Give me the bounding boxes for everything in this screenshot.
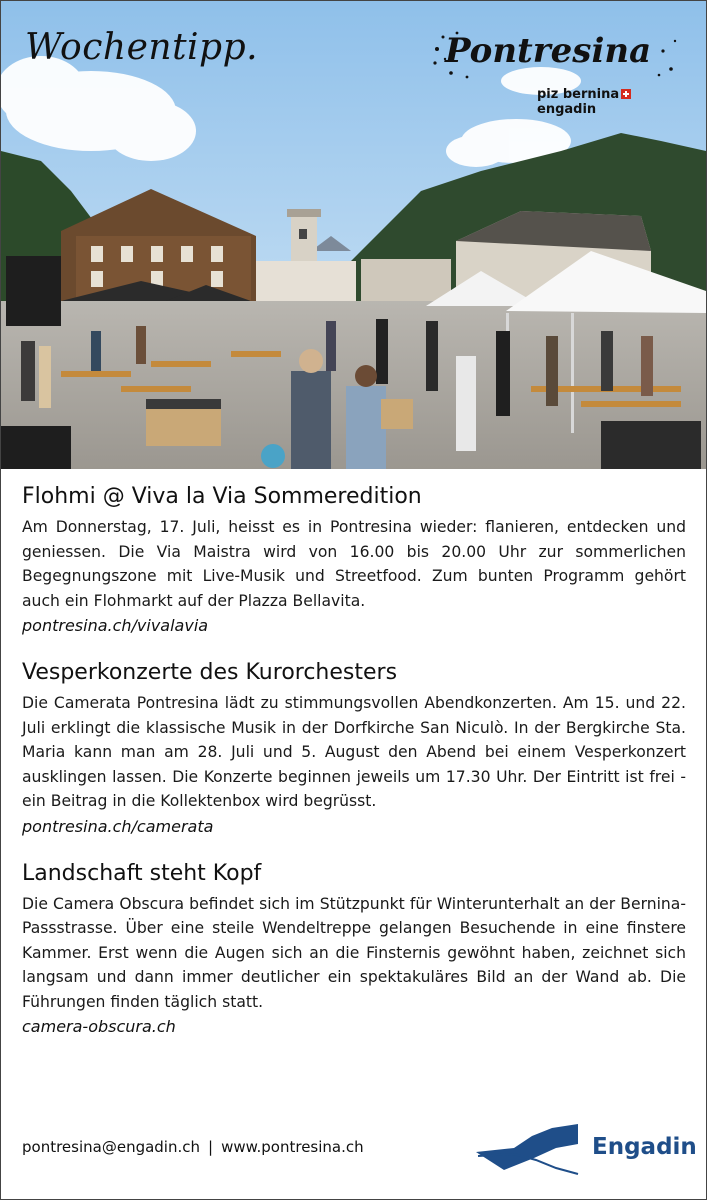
footer-separator: |: [208, 1138, 214, 1156]
article-list: [22, 482, 686, 1059]
mountain-logo-icon: [474, 1118, 589, 1180]
hero-photo: [1, 1, 706, 469]
article-link[interactable]: camera-obscura.ch: [22, 1017, 176, 1036]
footer-website[interactable]: www.pontresina.ch: [221, 1138, 364, 1156]
article-vesperkonzerte: [22, 658, 686, 839]
article-link[interactable]: pontresina.ch/camerata: [22, 816, 214, 836]
engadin-wordmark: Engadin: [592, 1134, 697, 1160]
article-body: Die Camera Obscura befindet sich im Stützpunkt für Winterunterhalt an der Bernina-Passstrasse. Über eine steile Wendeltreppe gelangen Besuchende in eine finstere Kammer. Erst wenn die Augen sich an die Finsternis gewöhnt haben, zeichnet sich langsam und dann immer deutlicher ein spektakuläres Bild an der Wand ab. Die Führungen finden täglich statt.: [22, 894, 686, 1011]
article-body: Die Camerata Pontresina lädt zu stimmungsvollen Abendkonzerten. Am 15. und 22. Juli erklingt die klassische Musik in der Dorfkirche San Niculò. In der Bergkirche Sta. Maria kann man am 28. Juli und 5. August den Abend bei einem Vesperkonzert ausklingen lassen. Die Konzerte beginnen jeweils um 17.30 Uhr. Der Eintritt ist frei - ein Beitrag in die Kollektenbox wird begrüsst.: [22, 694, 686, 810]
article-link[interactable]: pontresina.ch/vivalavia: [22, 616, 209, 635]
article-body: Am Donnerstag, 17. Juli, heisst es in Pontresina wieder: flanieren, entdecken und geniessen. Die Via Maistra wird von 16.00 bis 20.00 Uhr zur sommerlichen Begegnungszone mit Live-Musik und Streetfood. Zum bunten Programm gehört auch ein Flohmarkt auf der Plazza Bellavita.: [22, 518, 686, 610]
article-title: Flohmi @ Viva la Via Sommeredition: [22, 484, 422, 509]
article-title: Vesperkonzerte des Kurorchesters: [22, 660, 398, 685]
brand-wordmark: Pontresina: [445, 31, 652, 71]
speaker: [6, 256, 61, 326]
brand-sub-right: engadin: [537, 102, 597, 117]
headline-wochentipp: Wochentipp.: [25, 27, 259, 68]
brand-sub-left: piz bernina: [537, 87, 620, 102]
pontresina-logo: [431, 29, 691, 117]
swiss-cross-icon: [621, 89, 631, 99]
article-landschaft: [22, 859, 686, 1040]
article-title: Landschaft steht Kopf: [22, 860, 262, 886]
engadin-logo: [474, 1118, 697, 1180]
brand-subline: [537, 87, 691, 117]
footer-contact: [22, 1138, 364, 1156]
article-flohmi: [22, 482, 686, 638]
footer-email[interactable]: pontresina@engadin.ch: [22, 1138, 201, 1156]
